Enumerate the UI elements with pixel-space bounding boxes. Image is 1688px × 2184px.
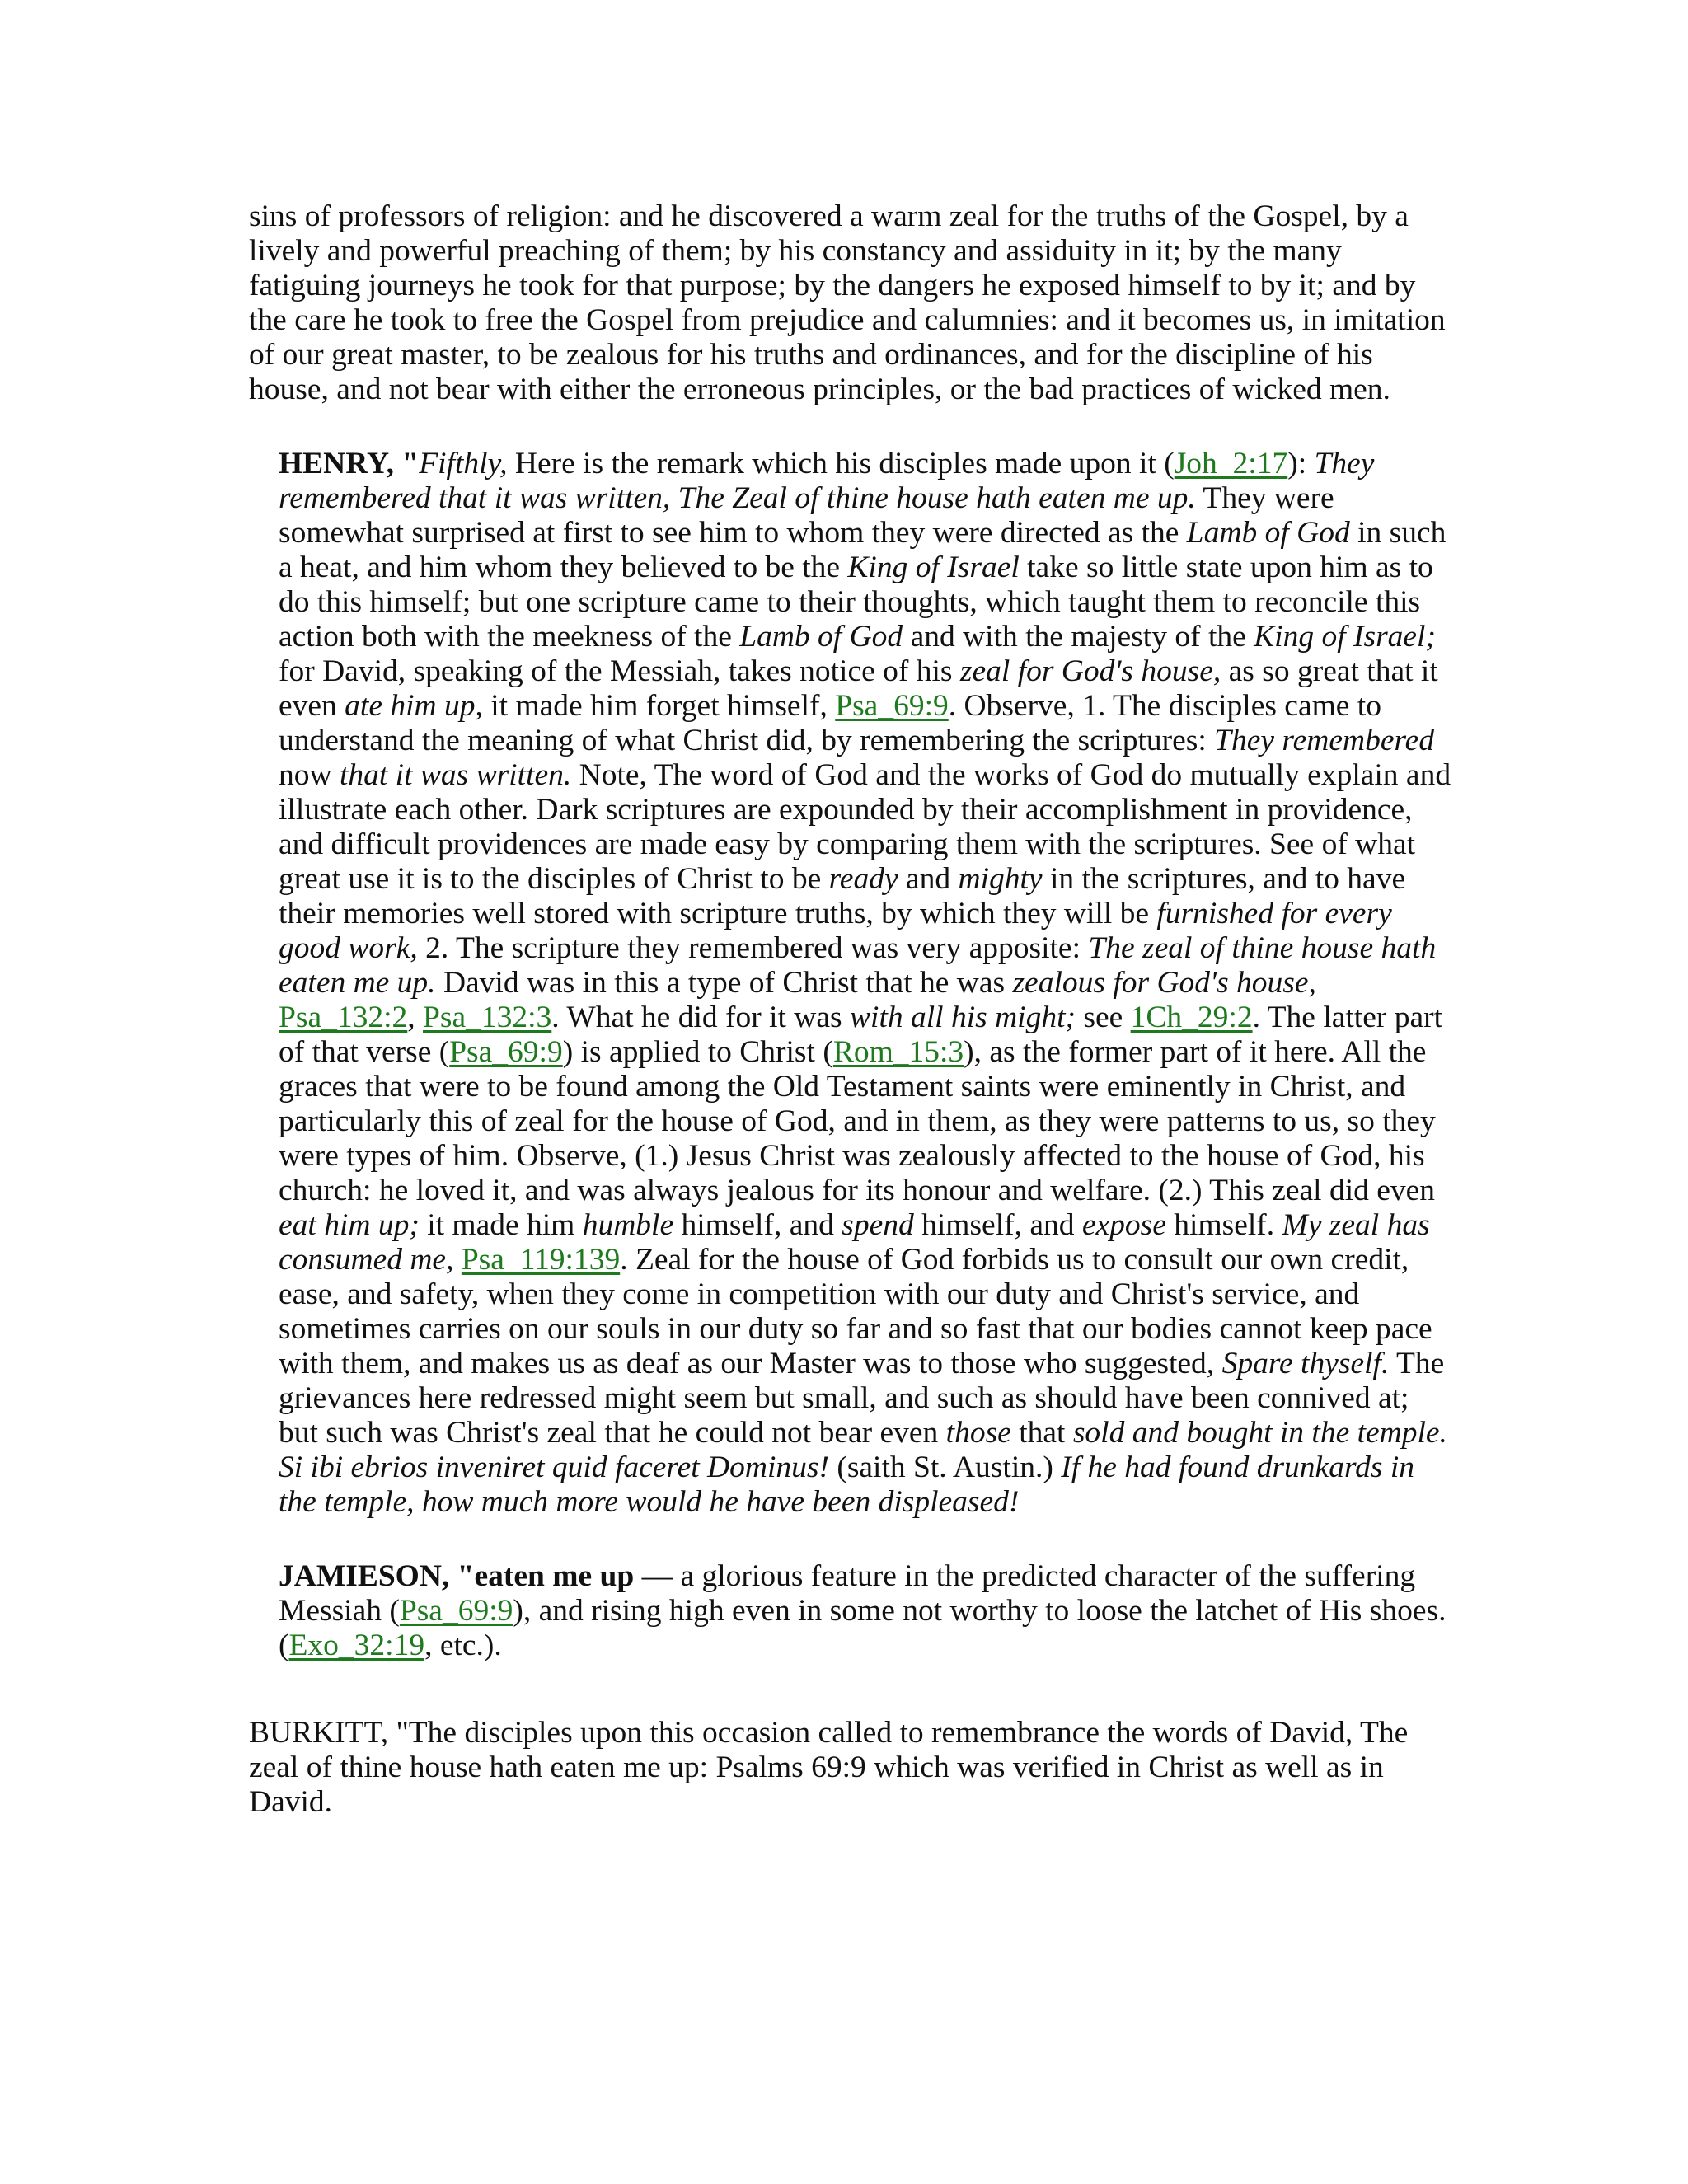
scripture-link[interactable]: Psa_119:139 — [461, 1243, 621, 1277]
henry-text: as so great that it even — [279, 654, 1438, 723]
henry-text: Fifthly, — [419, 447, 508, 480]
henry-text: in the scriptures, and to have their memories well stored with scripture truths, by which they will be — [279, 862, 1406, 930]
henry-text: They were somewhat surprised at first to see him to whom they were directed as the — [279, 481, 1334, 550]
henry-text: Spare thyself. — [1221, 1347, 1390, 1380]
scripture-link[interactable]: Psa_69:9 — [449, 1035, 563, 1069]
henry-text: take so little state upon him as to do this himself; but one scripture came to their thoughts, which taught them to reconcile this action both with the meekness of the — [279, 551, 1433, 654]
henry-text: King of Israel — [847, 551, 1020, 584]
henry-text: ) is applied to Christ ( — [562, 1035, 833, 1069]
scripture-link[interactable]: 1Ch_29:2 — [1130, 1001, 1253, 1034]
henry-author: HENRY, " — [279, 447, 420, 480]
henry-text: If he had found drunkards in the temple, how much more would he have been displeased! — [279, 1451, 1415, 1519]
henry-text: 2. The scripture they remembered was very apposite: — [417, 931, 1089, 965]
henry-text: for David, speaking of the Messiah, takes notice of his — [279, 654, 960, 688]
jamieson-text: ), and rising high even in some not worthy to loose the latchet of His shoes. ( — [279, 1594, 1447, 1662]
henry-text: , — [407, 1001, 424, 1034]
henry-text: himself, and — [673, 1208, 842, 1242]
henry-text: . Observe, 1. The disciples came to understand the meaning of what Christ did, by remembering the scriptures: — [279, 689, 1381, 757]
henry-text: The zeal of thine house hath eaten me up. — [279, 931, 1437, 1000]
henry-text: My zeal has consumed me, — [279, 1208, 1430, 1277]
henry-text: mighty — [958, 862, 1043, 896]
henry-text: and with the majesty of the — [903, 620, 1254, 654]
henry-text: sold and bought in the temple. Si ibi ebrios inveniret quid faceret Dominus! — [279, 1416, 1447, 1484]
henry-text: furnished for every good work, — [279, 897, 1392, 965]
henry-text: that — [1010, 1416, 1073, 1450]
henry-text: himself, and — [913, 1208, 1082, 1242]
henry-text: Note, The word of God and the works of God do mutually explain and illustrate each other. Dark scriptures are expounded by their accomplishment in providence, and difficult providences are made easy by comparing them with the scriptures. See of what great use it is to the disciples of Christ to be — [279, 758, 1451, 896]
scripture-link[interactable]: Psa_69:9 — [399, 1594, 513, 1628]
paragraph-zeal-continuation: sins of professors of religion: and he discovered a warm zeal for the truths of the Gospel, by a lively and powerful preaching of them; by his constancy and assiduity in it; by the many fatiguing journeys he took for that purpose; by the dangers he exposed himself to by it; and by the care he took to free the Gospel from prejudice and calumnies: and it becomes us, in imitation of our great master, to be zealous for his truths and ordinances, and for the discipline of his house, and not bear with either the erroneous principles, or the bad practices of wicked men. — [249, 199, 1446, 406]
scripture-link[interactable]: Joh_2:17 — [1174, 447, 1288, 480]
henry-text: expose — [1081, 1208, 1166, 1242]
paragraph-burkitt: BURKITT, "The disciples upon this occasion called to remembrance the words of David, The zeal of thine house hath eaten me up: Psalms 69:9 which was verified in Christ as well as in David. — [249, 1716, 1409, 1819]
henry-text: Lamb of God — [1186, 516, 1350, 550]
henry-text: ): — [1287, 447, 1315, 480]
henry-text: . What he did for it was — [551, 1001, 851, 1034]
henry-text — [453, 1243, 461, 1277]
henry-text: They remembered — [1214, 724, 1435, 757]
henry-text: himself. — [1165, 1208, 1282, 1242]
henry-text: King of Israel; — [1254, 620, 1436, 654]
paragraph-henry — [249, 447, 1452, 1520]
scripture-link[interactable]: Psa_132:3 — [423, 1001, 552, 1034]
henry-text: ), as the former part of it here. All the graces that were to be found among the Old Testament saints were eminently in Christ, and particularly this of zeal for the house of God, and in them, as they were patterns to us, so they were types of him. Observe, (1.) Jesus Christ was zealously affected to the house of God, his church: he loved it, and was always jealous for its honour and welfare. (2.) This zeal did even — [279, 1035, 1436, 1207]
henry-text: Here is the remark which his disciples made upon it ( — [507, 447, 1175, 480]
henry-text: humble — [582, 1208, 674, 1242]
henry-text: zeal for God's house, — [959, 654, 1221, 688]
henry-text: They remembered that it was written, The Zeal of thine house hath eaten me up. — [279, 447, 1375, 515]
jamieson-author: JAMIESON, "eaten me up — [279, 1559, 635, 1593]
document-page — [249, 199, 1452, 1820]
henry-text: zealous for God's house, — [1012, 966, 1316, 1000]
henry-text: David was in this a type of Christ that he was — [435, 966, 1013, 1000]
scripture-link[interactable]: Rom_15:3 — [832, 1035, 964, 1069]
henry-text: ate him up, — [345, 689, 483, 723]
henry-text: and — [898, 862, 959, 896]
jamieson-text: — a glorious feature in the predicted character of the suffering Messiah ( — [279, 1559, 1416, 1628]
paragraph-jamieson — [249, 1559, 1452, 1663]
henry-text: . The latter part of that verse ( — [279, 1001, 1443, 1069]
henry-text: with all his might; — [850, 1001, 1076, 1034]
henry-text: (saith St. Austin.) — [828, 1451, 1062, 1484]
henry-text: . Zeal for the house of God forbids us to consult our own credit, ease, and safety, when they come in competition with our duty and Christ's service, and sometimes carries on our souls in our duty so far and so fast that our bodies cannot keep pace with them, and makes us as deaf as our Master was to those who suggested, — [279, 1243, 1432, 1380]
henry-text: it made him — [419, 1208, 583, 1242]
henry-text: see — [1076, 1001, 1131, 1034]
henry-text: Lamb of God — [739, 620, 903, 654]
jamieson-text: , etc.). — [424, 1629, 502, 1662]
scripture-link[interactable]: Psa_69:9 — [835, 689, 949, 723]
henry-text: eat him up; — [279, 1208, 420, 1242]
henry-text: that it was written. — [339, 758, 572, 792]
henry-text: in such a heat, and him whom they believed to be the — [279, 516, 1447, 584]
scripture-link[interactable]: Psa_132:2 — [279, 1001, 408, 1034]
henry-text: spend — [842, 1208, 914, 1242]
henry-text: now — [279, 758, 340, 792]
henry-text: it made him forget himself, — [482, 689, 836, 723]
scripture-link[interactable]: Exo_32:19 — [288, 1629, 425, 1662]
henry-text: those — [945, 1416, 1011, 1450]
henry-text: ready — [828, 862, 898, 896]
henry-text: The grievances here redressed might seem but small, and such as should have been connived at; but such was Christ's zeal that he could not bear even — [279, 1347, 1445, 1450]
